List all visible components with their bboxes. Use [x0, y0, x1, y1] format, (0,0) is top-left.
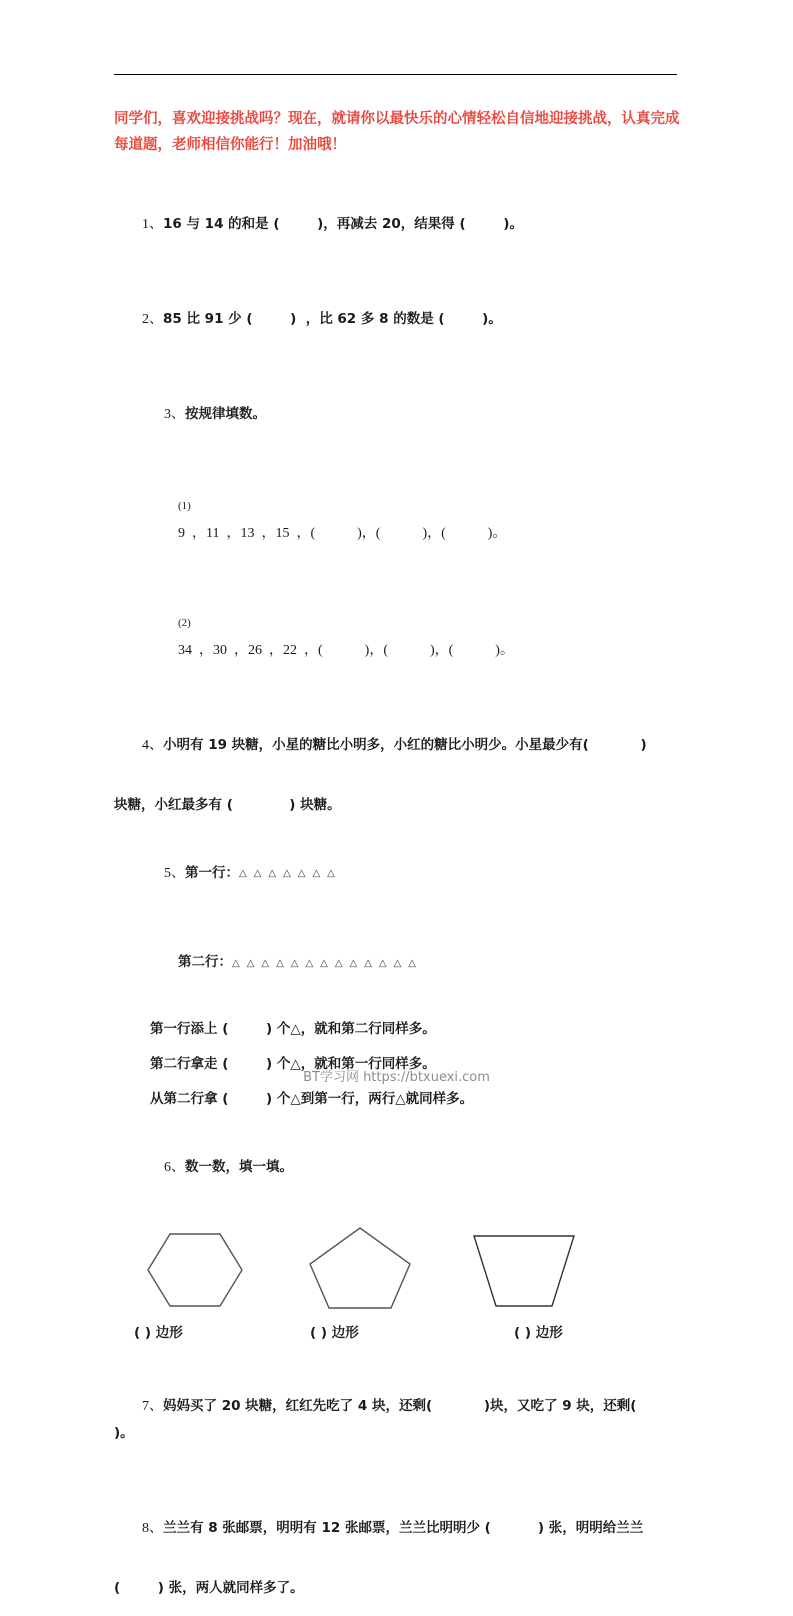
hexagon-shape	[138, 1220, 288, 1316]
question-6-number: 6、	[164, 1159, 185, 1175]
question-2-number: 2、	[142, 312, 163, 327]
question-3	[114, 374, 684, 691]
question-3-sub-2-marker: (2)	[178, 617, 191, 629]
question-6-shape-labels	[114, 1320, 684, 1348]
question-8	[114, 1488, 684, 1602]
question-5-sub-line-2: 第二行拿走 ( ) 个△，就和第一行同样多。	[150, 1055, 436, 1072]
question-8-number: 8、	[142, 1520, 163, 1536]
question-5-number: 5、	[164, 866, 185, 881]
question-1	[114, 184, 684, 265]
question-4-text-line-2: 块糖，小红最多有 ( ) 块糖。	[114, 797, 341, 813]
encouragement-banner: 同学们，喜欢迎接挑战吗？现在，就请你以最快乐的心情轻松自信地迎接挑战，认真完成每道题，老师相信你能行！加油哦！	[114, 111, 680, 153]
question-8-text-line-2: ( ) 张，两人就同样多了。	[114, 1579, 304, 1596]
question-5-row-1-triangles: △△△△△△△	[239, 868, 342, 880]
question-2	[114, 279, 684, 360]
question-5-row-1-label: 第一行：	[185, 865, 239, 881]
worksheet-content	[114, 106, 684, 1616]
question-3-number: 3、	[164, 407, 185, 422]
question-5-row-2-label: 第二行：	[178, 954, 232, 971]
question-5-sub-line-1: 第一行添上 ( ) 个△，就和第二行同样多。	[150, 1020, 436, 1037]
question-1-number: 1、	[142, 217, 163, 232]
question-7	[114, 1366, 684, 1474]
question-3-sub-1-marker: (1)	[178, 500, 191, 512]
trapezoid-shape	[462, 1220, 612, 1316]
question-8-text-line-1: 兰兰有 8 张邮票，明明有 12 张邮票，兰兰比明明少 ( ) 张，明明给兰兰	[163, 1519, 644, 1536]
question-3-sub-1-sequence: 9 ，11 ，13 ，15 ，( )，( )，( )。	[178, 526, 507, 541]
question-4-text-line-1: 小明有 19 块糖，小星的糖比小明多，小红的糖比小明少。小星最少有( )	[163, 737, 647, 753]
question-4-number: 4、	[142, 738, 163, 753]
question-1-text: 16 与 14 的和是 ( )，再减去 20，结果得 ( )。	[163, 216, 523, 232]
pentagon-answer-blank: ( ) 边形	[310, 1324, 359, 1341]
question-2-text: 85 比 91 少 ( ) ，比 62 多 8 的数是 ( )。	[163, 311, 502, 327]
question-7-number: 7、	[142, 1398, 163, 1414]
site-watermark: BT学习网 https://btxuexi.com	[303, 1070, 490, 1085]
question-7-text: 妈妈买了 20 块糖，红红先吃了 4 块，还剩( )块，又吃了 9 块，还剩( )。	[114, 1397, 684, 1441]
question-6-title: 数一数，填一填。	[185, 1158, 293, 1175]
question-6-shapes	[114, 1220, 684, 1316]
trapezoid-answer-blank: ( ) 边形	[514, 1324, 563, 1341]
question-6	[114, 1127, 684, 1348]
pentagon-shape	[300, 1220, 450, 1316]
question-5-sub-line-3: 从第二行拿 ( ) 个△到第一行，两行△就同样多。	[150, 1090, 474, 1107]
header-divider	[114, 74, 677, 75]
question-3-sub-2-sequence: 34 ，30 ，26 ，22 ，( )，( )，( )。	[178, 643, 514, 658]
question-5-row-2-triangles: △△△△△△△△△△△△△	[232, 957, 423, 969]
question-4	[114, 705, 684, 819]
hexagon-answer-blank: ( ) 边形	[134, 1324, 183, 1341]
question-3-title: 按规律填数。	[185, 406, 266, 422]
